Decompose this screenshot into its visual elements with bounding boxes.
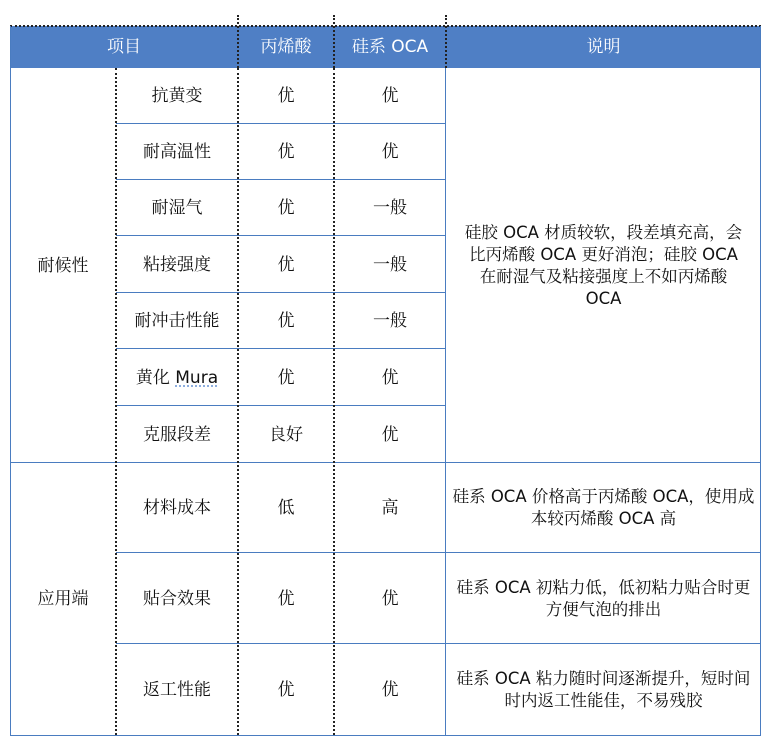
row-silicone: 优: [381, 367, 399, 388]
row-border: [116, 405, 446, 406]
row-acrylic: 优: [277, 679, 295, 700]
row-border: [116, 643, 761, 644]
column-divider: [445, 68, 446, 735]
row-acrylic: 优: [277, 142, 295, 162]
row-silicone: 优: [381, 679, 399, 700]
column-divider: [237, 68, 239, 735]
row-item-prefix: 黄化: [135, 367, 176, 388]
row-item: 耐高温性: [143, 142, 211, 162]
row-description: 硅系 OCA 价格高于丙烯酸 OCA，使用成本较丙烯酸 OCA 高: [452, 487, 755, 528]
row-item: 粘接强度: [143, 254, 211, 275]
row-acrylic: 良好: [269, 424, 303, 445]
column-divider: [115, 68, 117, 735]
row-acrylic: 优: [277, 198, 295, 218]
row-border: [116, 179, 446, 180]
row-item: 返工性能: [143, 679, 211, 700]
header-description: 说明: [446, 26, 761, 68]
row-border: [116, 235, 446, 236]
row-silicone: 一般: [373, 254, 407, 275]
row-acrylic: 优: [277, 254, 295, 275]
row-item: 抗黄变: [151, 86, 203, 106]
row-border: [116, 123, 446, 124]
header-acrylic: 丙烯酸: [238, 26, 334, 68]
row-silicone: 优: [381, 86, 399, 106]
header-divider: [445, 15, 447, 68]
row-border: [116, 348, 446, 349]
row-item: 耐湿气: [151, 198, 203, 218]
row-silicone: 一般: [373, 311, 407, 331]
table-right-border: [760, 26, 761, 736]
row-border: [116, 292, 446, 293]
row-description: 硅系 OCA 粘力随时间逐渐提升，短时间时内返工性能佳，不易残胶: [456, 668, 751, 710]
row-acrylic: 优: [277, 588, 295, 609]
row-acrylic: 优: [277, 367, 295, 388]
row-item: 贴合效果: [143, 588, 211, 609]
table-bottom-border: [10, 735, 761, 736]
category-application: 应用端: [37, 589, 89, 609]
row-item-suffix: Mura: [175, 367, 219, 388]
description-weather-resistance: 硅胶 OCA 材质较软，段差填充高，会比丙烯酸 OCA 更好消泡；硅胶 OCA 在耐湿气及粘接强度上不如丙烯酸 OCA: [464, 222, 743, 308]
header-divider: [333, 15, 335, 68]
row-silicone: 优: [381, 424, 399, 445]
row-silicone: 优: [381, 142, 399, 162]
column-divider: [333, 68, 335, 735]
row-item: 耐冲击性能: [134, 311, 220, 331]
row-item: 材料成本: [143, 498, 211, 518]
row-acrylic: 优: [277, 86, 295, 106]
row-silicone: 一般: [373, 198, 407, 218]
category-weather-resistance: 耐候性: [37, 255, 89, 276]
row-silicone: 高: [381, 498, 399, 518]
table-left-border: [10, 26, 11, 736]
row-item: [116, 349, 238, 406]
row-description: 硅系 OCA 初粘力低，低初粘力贴合时更方便气泡的排出: [456, 577, 751, 619]
row-item: 克服段差: [143, 424, 211, 445]
row-silicone: 优: [381, 588, 399, 609]
header-silicone: 硅系 OCA: [334, 26, 446, 68]
row-acrylic: 优: [277, 311, 295, 331]
row-border: [116, 552, 761, 553]
header-divider: [237, 15, 239, 68]
row-acrylic: 低: [277, 498, 295, 518]
header-top-border: [10, 25, 761, 27]
header-item: 项目: [10, 26, 238, 68]
group-border: [10, 462, 761, 463]
